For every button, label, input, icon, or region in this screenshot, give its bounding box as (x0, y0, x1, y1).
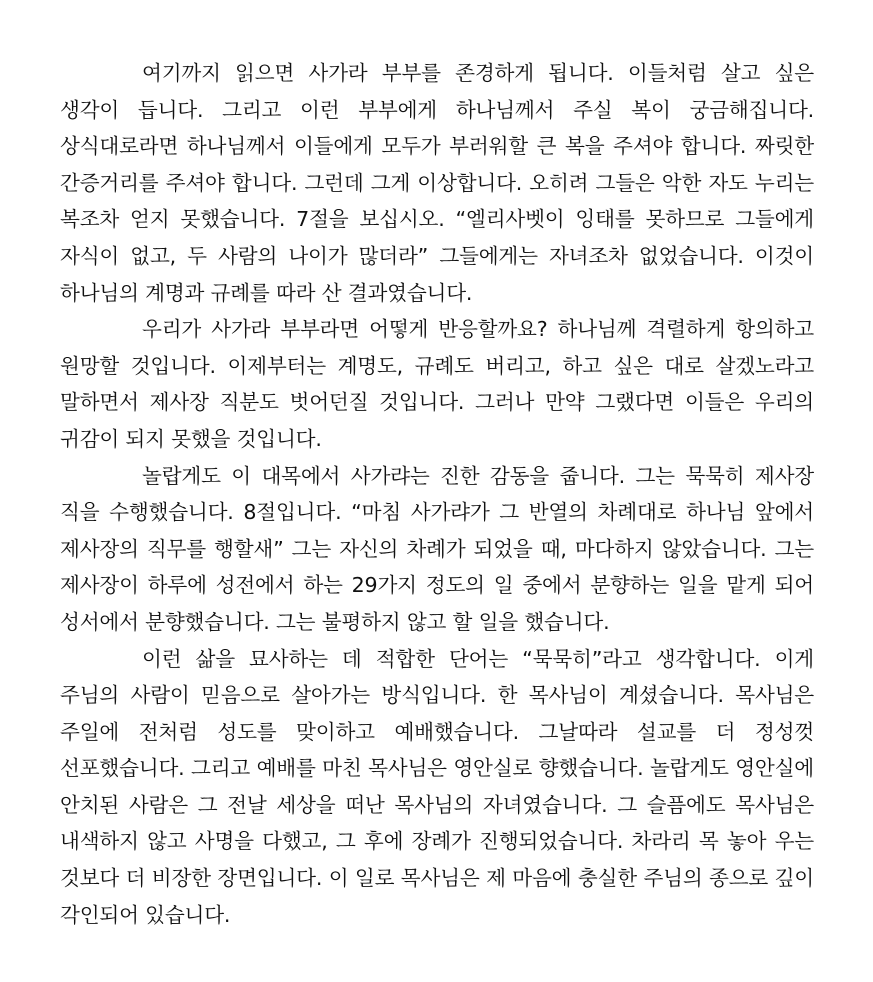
paragraph-3: 놀랍게도 이 대목에서 사가랴는 진한 감동을 줍니다. 그는 묵묵히 제사장 직을 수행했습니다. 8절입니다. “마침 사가랴가 그 반열의 차례대로 하나님 앞에서 제사장의 직무를 행할새” 그는 자신의 차례가 되었을 때, 마다하지 않았습니다. 그는 제사장이 하루에 성전에서 하는 29가지 정도의 일 중에서 분향하는 일을 맡게 되어 성서에서 분향했습니다. 그는 불평하지 않고 할 일을 했습니다. (60, 463, 814, 634)
document-page (60, 55, 814, 933)
paragraph-1: 여기까지 읽으면 사가라 부부를 존경하게 됩니다. 이들처럼 살고 싶은 생각이 듭니다. 그리고 이런 부부에게 하나님께서 주실 복이 궁금해집니다. 상식대로라면 하나님께서 이들에게 모두가 부러워할 큰 복을 주셔야 합니다. 짜릿한 간증거리를 주셔야 합니다. 그런데 그게 이상합니다. 오히려 그들은 악한 자도 누리는 복조차 얻지 못했습니다. 7절을 보십시오. “엘리사벳이 잉태를 못하므로 그들에게 자식이 없고, 두 사람의 나이가 많더라” 그들에게는 자녀조차 없었습니다. 이것이 하나님의 계명과 규례를 따라 산 결과였습니다. (60, 61, 815, 305)
paragraph-4: 이런 삶을 묘사하는 데 적합한 단어는 “묵묵히”라고 생각합니다. 이게 주님의 사람이 믿음으로 살아가는 방식입니다. 한 목사님이 계셨습니다. 목사님은 주일에 전처럼 성도를 맞이하고 예배했습니다. 그날따라 설교를 더 정성껏 선포했습니다. 그리고 예배를 마친 목사님은 영안실로 향했습니다. 놀랍게도 영안실에 안치된 사람은 그 전날 세상을 떠난 목사님의 자녀였습니다. 그 슬픔에도 목사님은 내색하지 않고 사명을 다했고, 그 후에 장례가 진행되었습니다. 차라리 목 놓아 우는 것보다 더 비장한 장면입니다. 이 일로 목사님은 제 마음에 충실한 주님의 종으로 깊이 각인되어 있습니다. (60, 646, 814, 927)
paragraph-2: 우리가 사가라 부부라면 어떻게 반응할까요? 하나님께 격렬하게 항의하고 원망할 것입니다. 이제부터는 계명도, 규례도 버리고, 하고 싶은 대로 살겠노라고 말하면서 제사장 직분도 벗어던질 것입니다. 그러나 만약 그랬다면 이들은 우리의 귀감이 되지 못했을 것입니다. (60, 317, 814, 451)
